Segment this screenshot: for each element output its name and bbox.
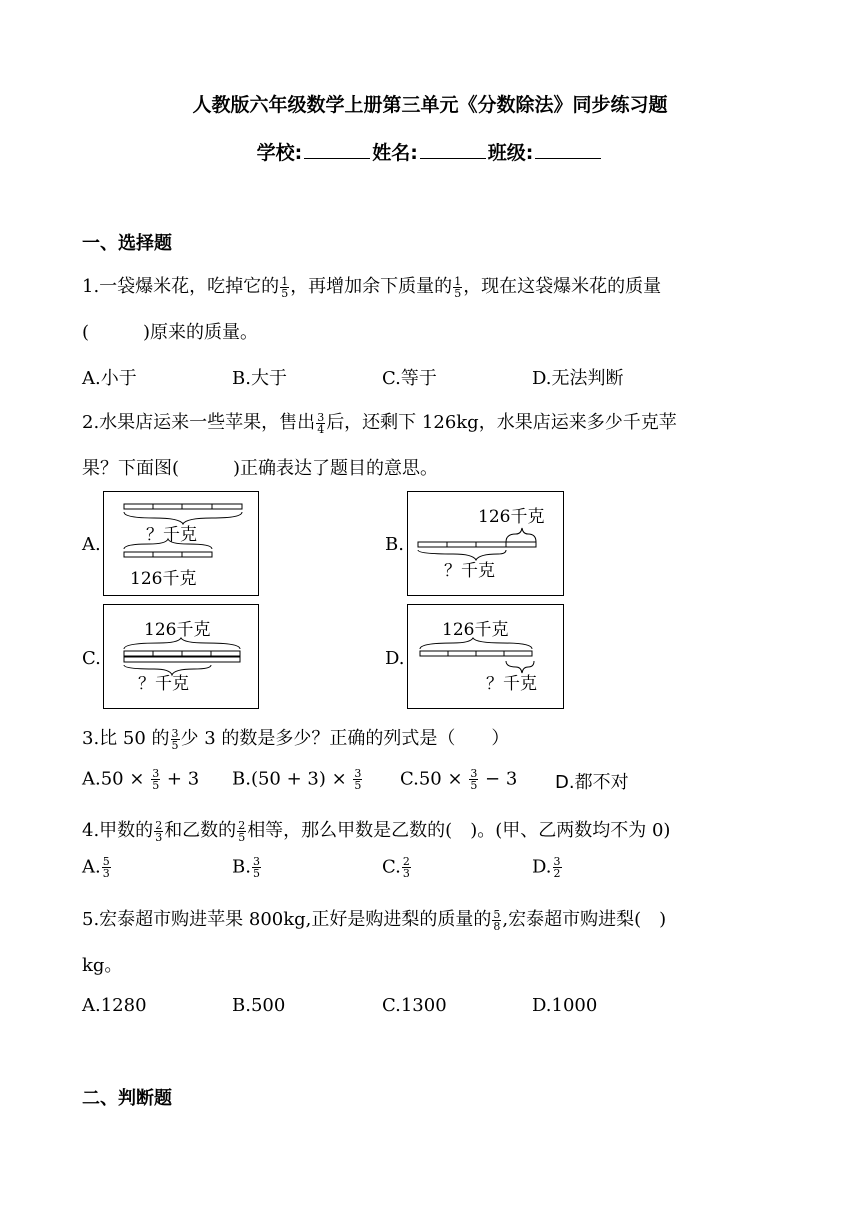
- q1-options: [82, 364, 782, 388]
- q3-option-c[interactable]: C.50 × $\frac{3}{5}$ − 3: [400, 767, 518, 792]
- q4-text-c: 相等，那么甲数是乙数的( )。(甲、乙两数均不为 0): [247, 820, 671, 841]
- fig-c-kg-text: 126千克: [144, 620, 211, 640]
- q5-options: [82, 995, 782, 1019]
- q4-option-a[interactable]: A. $\frac{5}{3}$: [82, 855, 110, 880]
- q1-option-d[interactable]: D.无法判断: [532, 368, 624, 389]
- q4-text-b: 和乙数的: [164, 820, 237, 841]
- fig-a-label[interactable]: A.: [82, 534, 101, 555]
- q4-fraction-1: $\frac{2}{3}$: [155, 818, 163, 844]
- q1-fraction-2: $\frac{1}{5}$: [454, 274, 462, 300]
- q5-option-d[interactable]: D.1000: [532, 995, 598, 1016]
- section-choice-heading: 一、选择题: [82, 233, 172, 254]
- q3-option-b[interactable]: B.(50 + 3) × $\frac{3}{5}$: [232, 767, 362, 792]
- fig-b-diagram: [408, 492, 563, 595]
- fig-c-label[interactable]: C.: [82, 648, 101, 669]
- q1-text-c: ，现在这袋爆米花的质量: [463, 276, 662, 297]
- q4-line1: [82, 816, 670, 843]
- q4-text-a: 4.甲数的: [82, 820, 154, 841]
- q5-option-b[interactable]: B.500: [232, 995, 286, 1016]
- school-blank[interactable]: [304, 140, 370, 159]
- class-blank[interactable]: [535, 140, 601, 159]
- fig-a-diagram: [104, 492, 258, 595]
- school-label: 学校:: [256, 142, 303, 164]
- q3-line1: [82, 724, 509, 751]
- q5-text-b: ,宏泰超市购进梨( ): [502, 909, 667, 930]
- q2-text-a: 2.水果店运来一些苹果，售出: [82, 412, 316, 433]
- q4-options: [82, 856, 782, 886]
- q4-option-c[interactable]: C. $\frac{2}{3}$: [382, 855, 410, 880]
- q2-line2: 果？下面图( )正确表达了题目的意思。: [82, 458, 439, 479]
- q3-option-d[interactable]: D.都不对: [555, 772, 629, 793]
- fig-d-q-text: ？千克: [486, 674, 537, 694]
- q5-line1: [82, 905, 666, 932]
- q5-option-a[interactable]: A.1280: [82, 995, 147, 1016]
- q3-fraction: $\frac{3}{5}$: [171, 726, 179, 752]
- fig-d-diagram: [408, 605, 563, 708]
- q5-line2: kg。: [82, 955, 123, 976]
- student-info-line: [0, 138, 860, 165]
- q1-option-c[interactable]: C.等于: [382, 368, 437, 389]
- fig-b-q-text: ？千克: [444, 561, 495, 581]
- q5-option-c[interactable]: C.1300: [382, 995, 447, 1016]
- fig-a-kg-text: 126千克: [130, 569, 197, 589]
- name-label: 姓名:: [372, 142, 418, 164]
- q1-option-b[interactable]: B.大于: [232, 368, 287, 389]
- q3-options: [82, 766, 782, 796]
- fig-d-box[interactable]: [407, 604, 564, 709]
- q4-option-d[interactable]: D. $\frac{3}{2}$: [532, 855, 561, 880]
- q1-line2: ( )原来的质量。: [82, 322, 259, 343]
- fig-b-kg-text: 126千克: [478, 507, 545, 527]
- q3-text-b: 少 3 的数是多少？正确的列式是（ ）: [180, 728, 510, 749]
- q4-option-b[interactable]: B. $\frac{3}{5}$: [232, 855, 260, 880]
- fig-a-q-text: ？千克: [146, 525, 197, 545]
- q5-fraction: $\frac{5}{8}$: [493, 907, 501, 933]
- fig-c-q-text: ？千克: [138, 674, 189, 694]
- section-judge-heading: 二、判断题: [82, 1088, 172, 1109]
- fig-d-kg-text: 126千克: [442, 620, 509, 640]
- q3-text-a: 3.比 50 的: [82, 728, 170, 749]
- q1-fraction-1: $\frac{1}{5}$: [281, 274, 289, 300]
- fig-d-label[interactable]: D.: [385, 648, 405, 669]
- q1-option-a[interactable]: A.小于: [82, 368, 137, 389]
- q2-fraction: $\frac{3}{4}$: [317, 410, 325, 436]
- fig-c-box[interactable]: [103, 604, 259, 709]
- fig-a-box[interactable]: [103, 491, 259, 596]
- q1-line1: [82, 272, 661, 299]
- fig-c-diagram: [104, 605, 258, 708]
- page-title: 人教版六年级数学上册第三单元《分数除法》同步练习题: [192, 94, 668, 116]
- q4-fraction-2: $\frac{2}{5}$: [238, 818, 246, 844]
- q3-option-a[interactable]: A.50 × $\frac{3}{5}$ + 3: [82, 767, 200, 792]
- q5-text-a: 5.宏泰超市购进苹果 800kg,正好是购进梨的质量的: [82, 909, 492, 930]
- class-label: 班级:: [487, 142, 534, 164]
- name-blank[interactable]: [420, 140, 486, 159]
- fig-b-box[interactable]: [407, 491, 564, 596]
- q1-text-a: 1.一袋爆米花，吃掉它的: [82, 276, 280, 297]
- fig-b-label[interactable]: B.: [385, 534, 404, 555]
- q1-text-b: ，再增加余下质量的: [290, 276, 453, 297]
- q2-text-b: 后，还剩下 126kg，水果店运来多少千克苹: [326, 412, 677, 433]
- q2-line1: [82, 408, 677, 435]
